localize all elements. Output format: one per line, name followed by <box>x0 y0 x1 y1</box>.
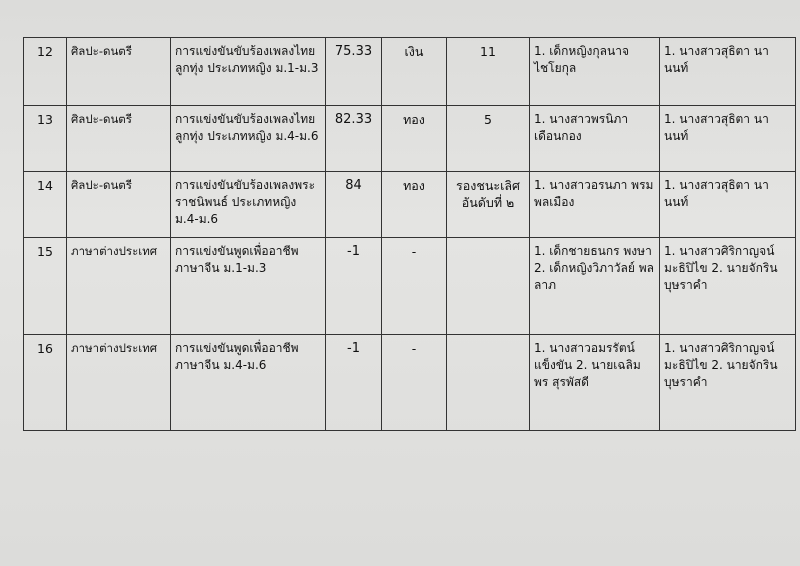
table-row <box>24 238 796 335</box>
results-table <box>23 37 796 431</box>
rank-cell: 11 <box>447 38 530 106</box>
teachers-cell: 1. นางสาวสุธิตา นานนท์ <box>660 172 796 238</box>
teachers-cell: 1. นางสาวสุธิตา นานนท์ <box>660 38 796 106</box>
rank-cell: รองชนะเลิศอันดับที่ ๒ <box>447 172 530 238</box>
medal-cell: เงิน <box>382 38 447 106</box>
medal-cell: - <box>382 238 447 335</box>
category-cell: ศิลปะ-ดนตรี <box>67 38 171 106</box>
students-cell: 1. นางสาวพรนิภา เดือนกอง <box>530 106 660 172</box>
table-row <box>24 172 796 238</box>
row-number: 12 <box>24 38 67 106</box>
students-cell: 1. นางสาวอมรรัตน์ แข็งขัน 2. นายเฉลิมพร สุรพัสดี <box>530 335 660 431</box>
event-cell: การแข่งขันขับร้องเพลงไทยลูกทุ่ง ประเภทหญิง ม.4-ม.6 <box>171 106 326 172</box>
rank-cell: 5 <box>447 106 530 172</box>
students-cell: 1. เด็กหญิงกุลนาจ ไชโยกุล <box>530 38 660 106</box>
table-row <box>24 106 796 172</box>
medal-cell: ทอง <box>382 172 447 238</box>
table-row <box>24 335 796 431</box>
event-cell: การแข่งขันพูดเพื่ออาชีพภาษาจีน ม.1-ม.3 <box>171 238 326 335</box>
row-number: 13 <box>24 106 67 172</box>
students-cell: 1. นางสาวอรนภา พรมพลเมือง <box>530 172 660 238</box>
score-cell: 84 <box>326 172 382 238</box>
medal-cell: ทอง <box>382 106 447 172</box>
category-cell: ภาษาต่างประเทศ <box>67 335 171 431</box>
event-cell: การแข่งขันขับร้องเพลงไทยลูกทุ่ง ประเภทหญิง ม.1-ม.3 <box>171 38 326 106</box>
teachers-cell: 1. นางสาวศิริกาญจน์ มะธิปิไข 2. นายจักริน บุษราคำ <box>660 238 796 335</box>
category-cell: ภาษาต่างประเทศ <box>67 238 171 335</box>
row-number: 16 <box>24 335 67 431</box>
score-cell: -1 <box>326 335 382 431</box>
row-number: 14 <box>24 172 67 238</box>
event-cell: การแข่งขันขับร้องเพลงพระราชนิพนธ์ ประเภทหญิง ม.4-ม.6 <box>171 172 326 238</box>
rank-cell <box>447 238 530 335</box>
score-cell: 82.33 <box>326 106 382 172</box>
category-cell: ศิลปะ-ดนตรี <box>67 172 171 238</box>
teachers-cell: 1. นางสาวศิริกาญจน์ มะธิปิไข 2. นายจักริน บุษราคำ <box>660 335 796 431</box>
event-cell: การแข่งขันพูดเพื่ออาชีพภาษาจีน ม.4-ม.6 <box>171 335 326 431</box>
students-cell: 1. เด็กชายธนกร พงษา 2. เด็กหญิงวิภาวัลย์ พลลาภ <box>530 238 660 335</box>
table-row <box>24 38 796 106</box>
score-cell: -1 <box>326 238 382 335</box>
rank-cell <box>447 335 530 431</box>
teachers-cell: 1. นางสาวสุธิตา นานนท์ <box>660 106 796 172</box>
row-number: 15 <box>24 238 67 335</box>
medal-cell: - <box>382 335 447 431</box>
score-cell: 75.33 <box>326 38 382 106</box>
category-cell: ศิลปะ-ดนตรี <box>67 106 171 172</box>
